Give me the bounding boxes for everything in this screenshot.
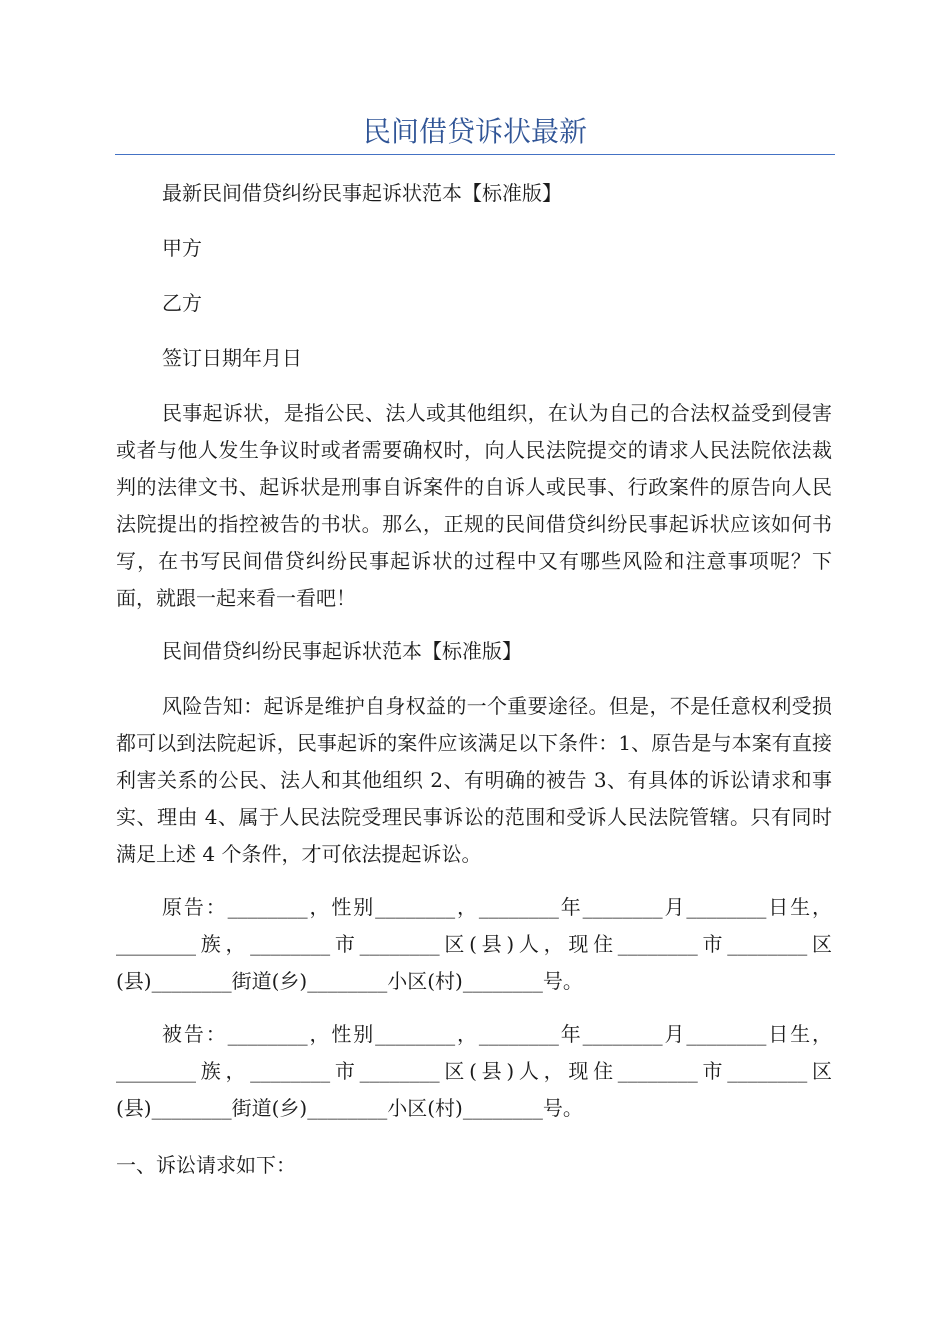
title-underline	[115, 154, 835, 155]
defendant-paragraph: 被告：________，性别________，________年________月________日生，________族，________市________区(县)人，现住________市________区(县)________街道(乡)________小区(村)________号。	[116, 1022, 832, 1120]
claims-heading: 一、诉讼请求如下：	[116, 1153, 296, 1177]
document-title: 民间借贷诉状最新	[362, 115, 587, 148]
plaintiff-paragraph: 原告：________，性别________，________年________月________日生，________族，________市________区(县)人，现住________市________区(县)________街道(乡)________小区(村)________号。	[116, 895, 832, 993]
document-body	[116, 175, 832, 1184]
signing-date-label: 签订日期年月日	[162, 346, 302, 370]
template-heading: 民间借贷纠纷民事起诉状范本【标准版】	[162, 639, 522, 663]
subtitle-paragraph: 最新民间借贷纠纷民事起诉状范本【标准版】	[162, 181, 562, 205]
risk-notice-paragraph: 风险告知：起诉是维护自身权益的一个重要途径。但是，不是任意权利受损都可以到法院起诉，民事起诉的案件应该满足以下条件：1、原告是与本案有直接利害关系的公民、法人和其他组织 2、有明确的被告 3、有具体的诉讼请求和事实、理由 4、属于人民法院受理民事诉讼的范围和受诉人民法院管辖。只有同时满足上述 4 个条件，才可依法提起诉讼。	[116, 694, 832, 866]
intro-paragraph: 民事起诉状，是指公民、法人或其他组织，在认为自己的合法权益受到侵害或者与他人发生争议时或者需要确权时，向人民法院提交的请求人民法院依法裁判的法律文书、起诉状是刑事自诉案件的自诉人或民事、行政案件的原告向人民法院提出的指控被告的书状。那么，正规的民间借贷纠纷民事起诉状应该如何书写，在书写民间借贷纠纷民事起诉状的过程中又有哪些风险和注意事项呢？下面，就跟一起来看一看吧！	[116, 401, 832, 610]
party-a-label: 甲方	[162, 236, 202, 260]
party-b-label: 乙方	[162, 291, 202, 315]
